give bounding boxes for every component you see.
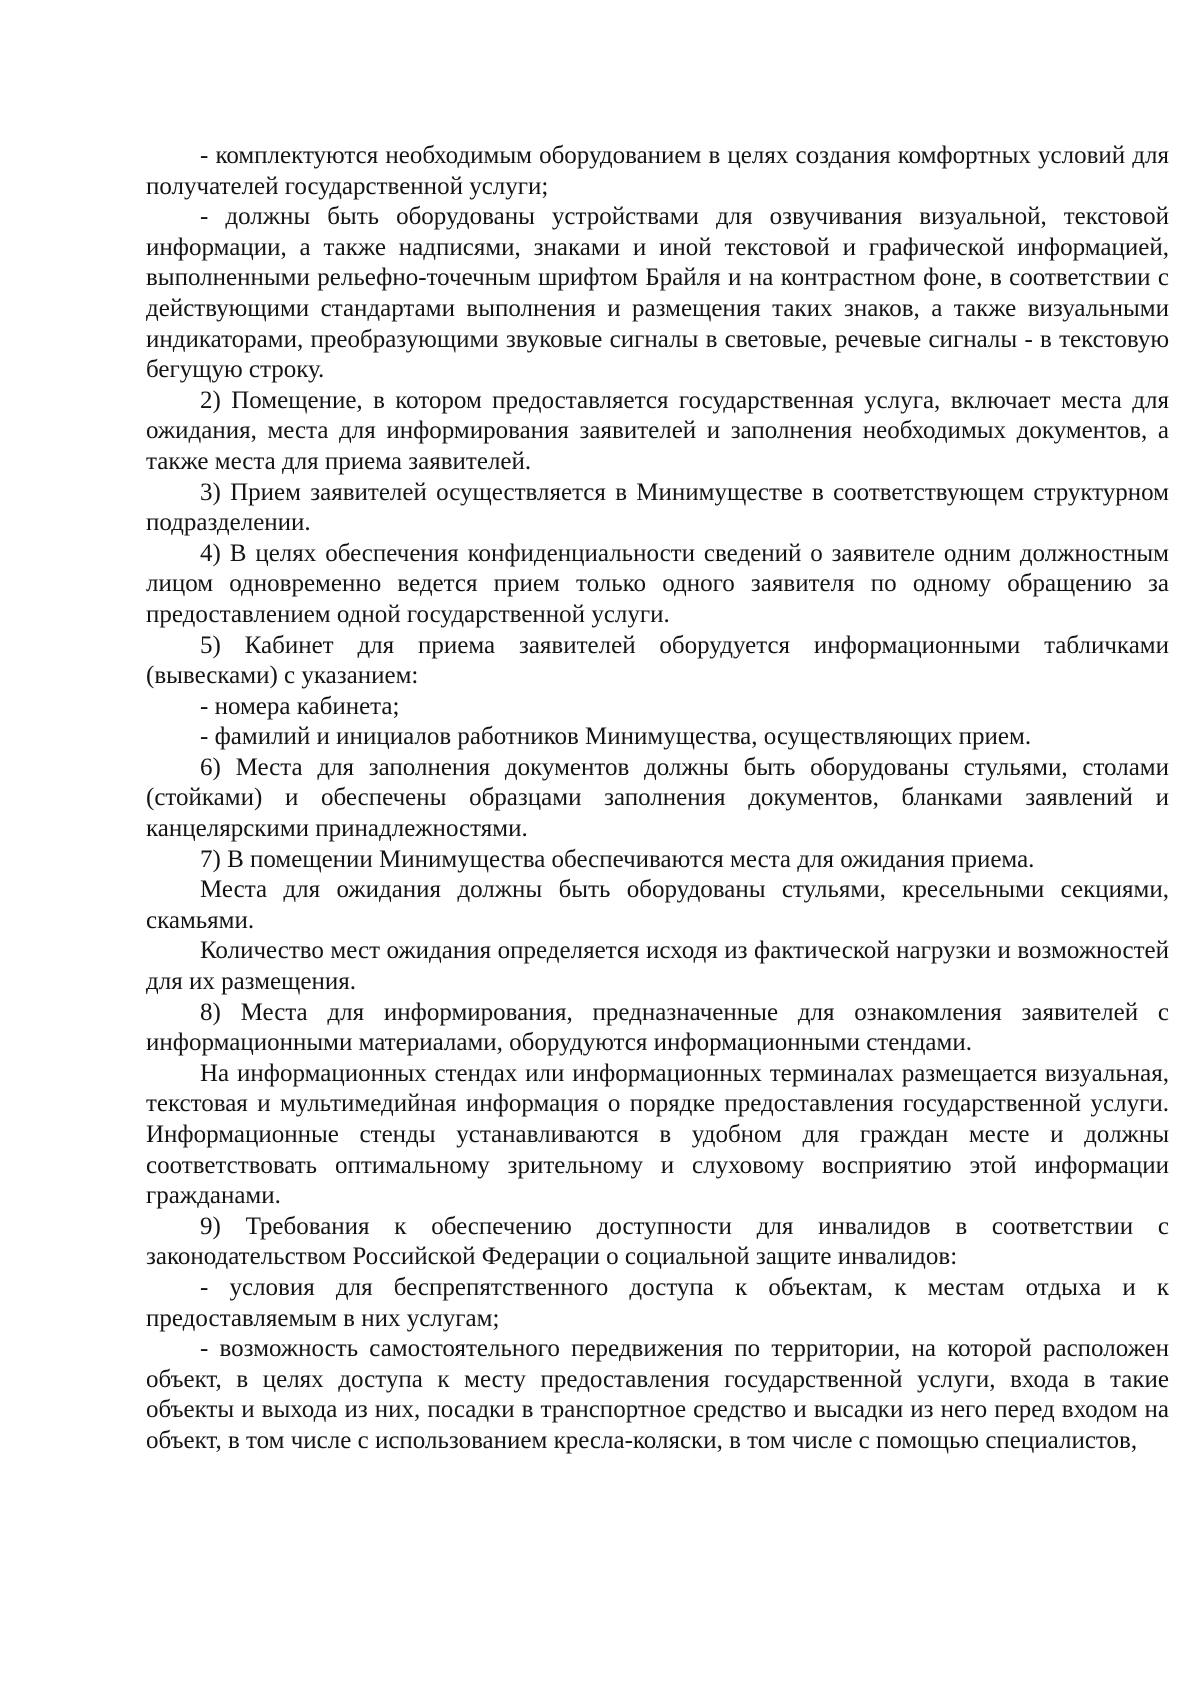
paragraph-item-7: 7) В помещении Минимущества обеспечиваются места для ожидания приема. bbox=[200, 845, 1035, 873]
paragraph-item-8: 8) Места для информирования, предназначенные для ознакомления заявителей с информационными материалами, оборудуются информационными стендами. bbox=[146, 998, 1169, 1057]
paragraph-equipment: - комплектуются необходимым оборудованием в целях создания комфортных условий для получателей государственной услуги; bbox=[146, 142, 1169, 200]
paragraph-sound-devices: - должны быть оборудованы устройствами для озвучивания визуальной, текстовой информации, а также надписями, знаками и иной текстовой и графической информацией, выполненными рельефно-точечным шрифтом Брайля и на контрастном фоне, в соответствии с действующими стандартами выполнения и размещения таких знаков, а также визуальными индикаторами, преобразующими звуковые сигналы в световые, речевые сигналы - в текстовую бегущую строку. bbox=[146, 203, 1169, 384]
document-page bbox=[146, 141, 1169, 1457]
paragraph-info-stands: На информационных стендах или информационных терминалах размещается визуальная, текстовая и мультимедийная информация о порядке предоставления государственной услуги. Информационные стенды устанавливаются в удобном для граждан месте и должны соответствовать оптимальному зрительному и слуховому восприятию этой информации гражданами. bbox=[146, 1059, 1169, 1210]
paragraph-waiting-count: Количество мест ожидания определяется исходя из фактической нагрузки и возможностей для их размещения. bbox=[146, 937, 1169, 996]
paragraph-access-conditions: - условия для беспрепятственного доступа к объектам, к местам отдыха и к предоставляемым в них услугам; bbox=[146, 1273, 1169, 1332]
paragraph-mobility: - возможность самостоятельного передвижения по территории, на которой расположен объект, в целях доступа к месту предоставления государственной услуги, входа в такие объекты и выхода из них, посадки в транспортное средство и высадки из него перед входом на объект, в том числе с использованием кресла-коляски, в том числе с помощью специалистов, bbox=[146, 1335, 1169, 1454]
paragraph-item-4: 4) В целях обеспечения конфиденциальности сведений о заявителе одним должностным лицом одновременно ведется прием только одного заявителя по одному обращению за предоставлением одной государственной услуги. bbox=[146, 539, 1169, 628]
paragraph-item-9: 9) Требования к обеспечению доступности для инвалидов в соответствии с законодательством Российской Федерации о социальной защите инвалидов: bbox=[146, 1212, 1169, 1271]
paragraph-waiting-seating: Места для ожидания должны быть оборудованы стульями, кресельными секциями, скамьями. bbox=[146, 876, 1169, 934]
paragraph-item-2: 2) Помещение, в котором предоставляется государственная услуга, включает места для ожидания, места для информирования заявителей и заполнения необходимых документов, а также места для приема заявителей. bbox=[146, 386, 1169, 475]
paragraph-item-3: 3) Прием заявителей осуществляется в Минимуществе в соответствующем структурном подразделении. bbox=[146, 478, 1169, 537]
paragraph-room-number: - номера кабинета; bbox=[200, 692, 400, 720]
paragraph-item-6: 6) Места для заполнения документов должны быть оборудованы стульями, столами (стойками) и обеспечены образцами заполнения документов, бланками заявлений и канцелярскими принадлежностями. bbox=[146, 753, 1169, 843]
paragraph-staff-names: - фамилий и инициалов работников Минимущества, осуществляющих прием. bbox=[200, 723, 1032, 751]
paragraph-item-5: 5) Кабинет для приема заявителей оборудуется информационными табличками (вывесками) с указанием: bbox=[146, 631, 1169, 690]
